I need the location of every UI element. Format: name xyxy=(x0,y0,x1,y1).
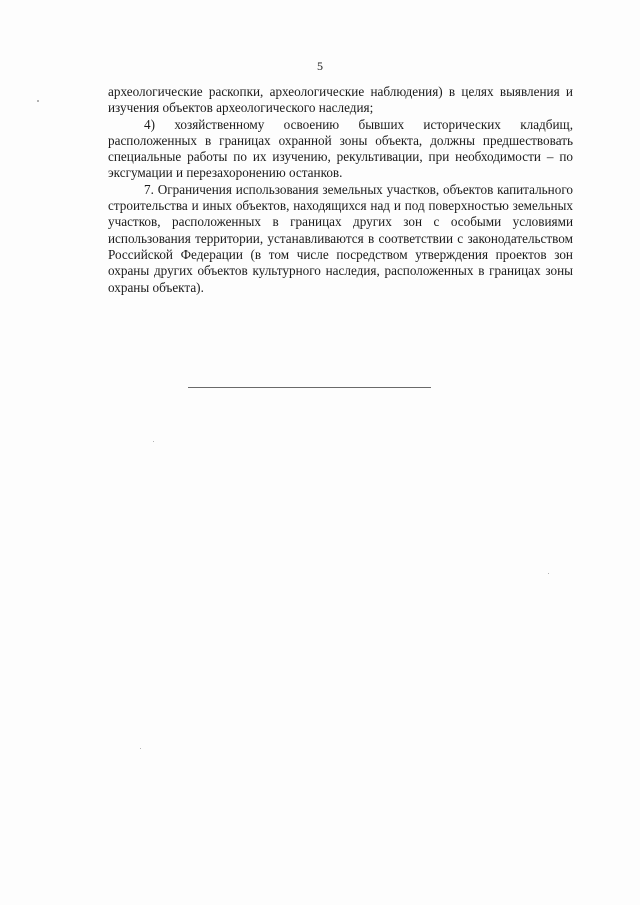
end-of-text-separator xyxy=(188,387,431,388)
scan-speck xyxy=(548,573,549,574)
paragraph-item-4: 4) хозяйственному освоению бывших исторических кладбищ, расположенных в границах охранной зоны объекта, должны предшествовать специальные работы по их изучению, рекультивации, при необходимости – по эксгумации и перезахоронению останков. xyxy=(108,116,573,181)
scan-speck xyxy=(153,441,154,442)
page-number: 5 xyxy=(317,59,323,73)
document-body xyxy=(108,84,573,296)
paragraph-continuation: археологические раскопки, археологические наблюдения) в целях выявления и изучения объектов археологического наследия; xyxy=(108,84,573,116)
scan-speck xyxy=(37,100,39,102)
paragraph-section-7: 7. Ограничения использования земельных участков, объектов капитального строительства и иных объектов, находящихся над и под поверхностью земельных участков, расположенных в границах других зон с особыми условиями использования территории, устанавливаются в соответствии с законодательством Российской Федерации (в том числе посредством утверждения проектов зон охраны других объектов культурного наследия, расположенных в границах зоны охраны объекта). xyxy=(108,181,573,295)
scan-speck xyxy=(140,748,141,749)
